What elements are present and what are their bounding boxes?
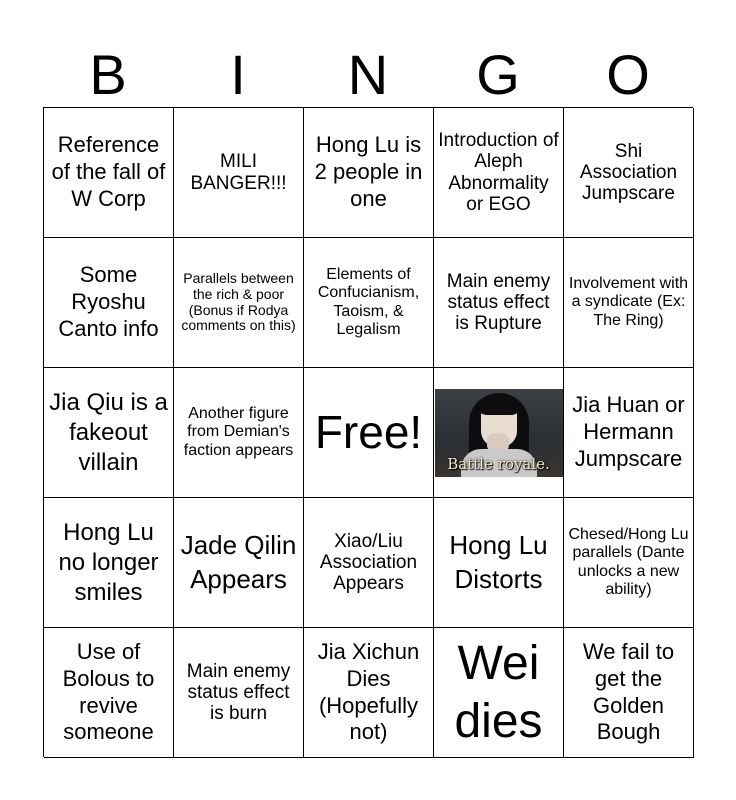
bingo-cell[interactable]	[174, 108, 304, 238]
bingo-cell[interactable]	[434, 498, 564, 628]
cell-text: Involvement with a syndicate (Ex: The Ring)	[568, 274, 689, 329]
bingo-board	[43, 107, 693, 757]
bingo-cell[interactable]	[434, 238, 564, 368]
cell-text: We fail to get the Golden Bough	[582, 638, 675, 745]
cell-text: Main enemy status effect is Rupture	[446, 270, 551, 335]
cell-text: Another figure from Demian's faction appears	[183, 404, 294, 459]
bingo-cell[interactable]	[564, 238, 694, 368]
cell-text: Chesed/Hong Lu parallels (Dante unlocks a new ability)	[568, 525, 689, 598]
cell-text: Introduction of Aleph Abnormality or EGO	[438, 129, 559, 215]
bingo-cell[interactable]	[304, 628, 434, 758]
bingo-cell[interactable]	[564, 368, 694, 498]
cell-text: Main enemy status effect is burn	[186, 660, 291, 725]
bingo-cell[interactable]	[564, 628, 694, 758]
bingo-cell[interactable]	[174, 498, 304, 628]
bingo-cell[interactable]	[304, 238, 434, 368]
bingo-cell[interactable]	[174, 238, 304, 368]
header-letter-g: G	[476, 43, 520, 106]
free-space-text: Free!	[314, 405, 423, 458]
cell-text: Reference of the fall of W Corp	[51, 132, 166, 211]
bingo-cell[interactable]	[44, 108, 174, 238]
bingo-header	[43, 42, 693, 108]
battle-royale-meme-image	[435, 389, 563, 477]
bingo-cell[interactable]	[44, 628, 174, 758]
cell-text: Hong Lu is 2 people in one	[314, 132, 423, 211]
bingo-cell-image[interactable]	[434, 368, 564, 498]
cell-text: Parallels between the rich & poor (Bonus if Rodya comments on this)	[181, 270, 296, 334]
header-letter-n: N	[347, 43, 389, 106]
bingo-cell[interactable]	[304, 498, 434, 628]
cell-text: Use of Bolous to revive someone	[62, 638, 155, 745]
cell-text: Xiao/Liu Association Appears	[319, 530, 418, 595]
image-caption: Battle royale.	[447, 454, 550, 473]
bingo-cell[interactable]	[174, 368, 304, 498]
bingo-cell[interactable]	[304, 108, 434, 238]
cell-text: Elements of Confucianism, Taoism, & Legalism	[317, 265, 420, 338]
bingo-cell[interactable]	[44, 238, 174, 368]
cell-text: Jia Huan or Hermann Jumpscare	[572, 392, 685, 471]
bingo-cell[interactable]	[434, 108, 564, 238]
bingo-cell[interactable]	[434, 628, 564, 758]
cell-text: Jade Qilin Appears	[180, 529, 297, 594]
cell-text: MILI BANGER!!!	[190, 151, 287, 194]
header-letter-o: O	[606, 43, 650, 106]
cell-text: Jia Qiu is a fakeout villain	[49, 388, 168, 476]
free-space-cell[interactable]	[304, 368, 434, 498]
cell-text: Some Ryoshu Canto info	[58, 262, 159, 341]
bingo-cell[interactable]	[564, 108, 694, 238]
bingo-cell[interactable]	[564, 498, 694, 628]
cell-text: Hong Lu Distorts	[449, 529, 548, 594]
cell-text: Shi Association Jumpscare	[579, 140, 678, 205]
header-letter-b: B	[89, 43, 127, 106]
bingo-cell[interactable]	[44, 368, 174, 498]
bingo-cell[interactable]	[44, 498, 174, 628]
bingo-cell[interactable]	[174, 628, 304, 758]
header-letter-i: I	[230, 43, 246, 106]
cell-text: Jia Xichun Dies (Hopefully not)	[317, 638, 420, 745]
cell-text: Wei dies	[454, 636, 543, 748]
cell-text: Hong Lu no longer smiles	[58, 518, 159, 606]
